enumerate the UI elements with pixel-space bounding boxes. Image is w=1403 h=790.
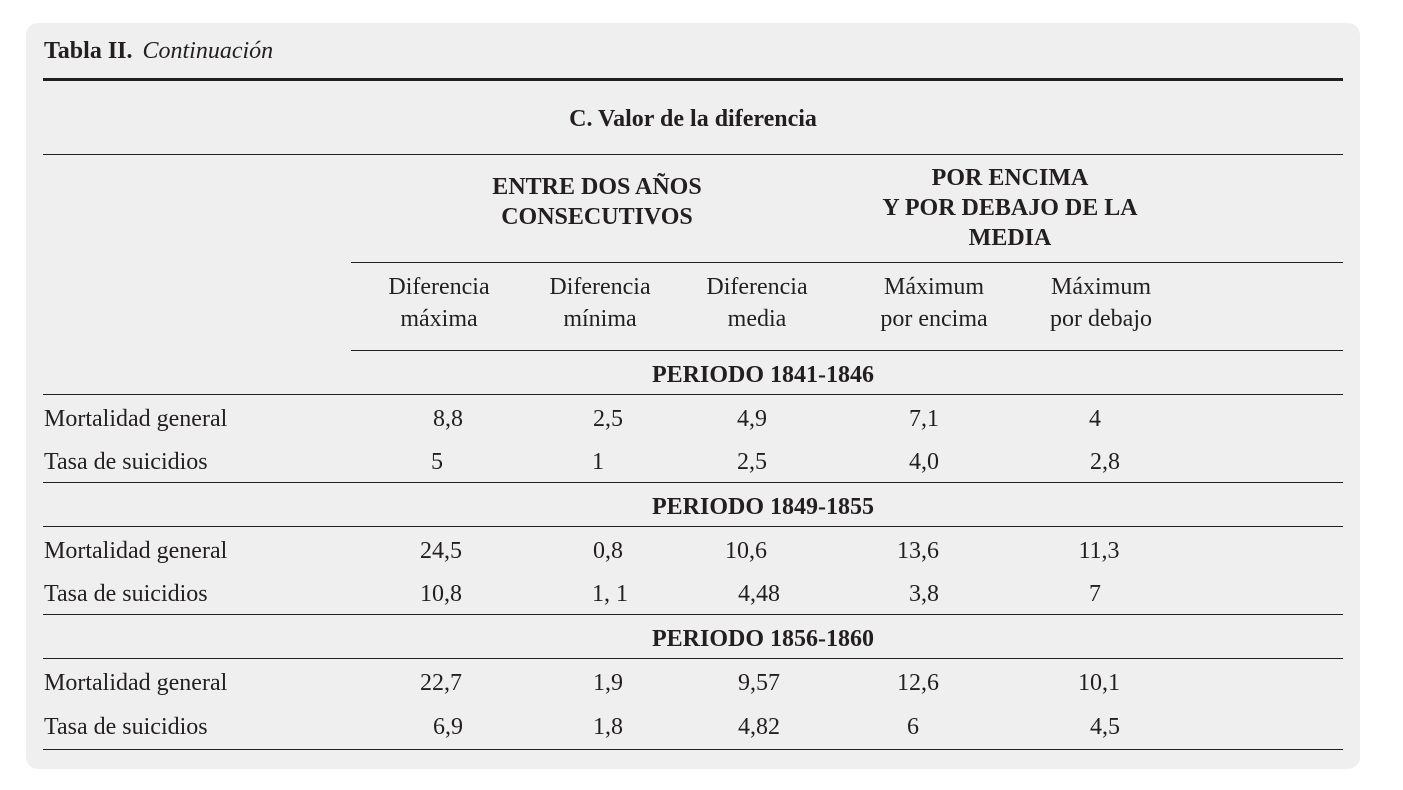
table-cell: 3,8 <box>909 581 939 607</box>
group-header-above-below: POR ENCIMA Y POR DEBAJO DE LA MEDIA <box>882 165 1138 251</box>
period-title: PERIODO 1849-1855 <box>652 494 874 520</box>
column-header-rule <box>351 350 1343 351</box>
table-cell: 9,57 <box>738 670 780 696</box>
row-label: Mortalidad general <box>44 406 228 432</box>
table-cell: 10,1 <box>1078 670 1120 696</box>
period-rule <box>43 482 1343 483</box>
group-rule <box>351 262 1343 263</box>
table-cell: 1 <box>592 449 604 475</box>
table-cell: 0,8 <box>593 538 623 564</box>
table-cell: 4 <box>1089 406 1101 432</box>
table-cell: 4,48 <box>738 581 780 607</box>
table-cell: 10,8 <box>420 581 462 607</box>
column-header-max-above: Máximum por encima <box>880 274 988 332</box>
period-rule <box>43 614 1343 615</box>
column-header-mean-diff: Diferencia media <box>706 274 808 332</box>
table-cell: 7,1 <box>909 406 939 432</box>
group-header-consecutive: ENTRE DOS AÑOS CONSECUTIVOS <box>492 174 702 230</box>
table-cell: 5 <box>431 449 443 475</box>
period-rule <box>43 394 1343 395</box>
table-cell: 6,9 <box>433 714 463 740</box>
column-header-min-diff: Diferencia mínima <box>549 274 651 332</box>
table-cell: 12,6 <box>897 670 939 696</box>
table-cell: 1, 1 <box>592 581 628 607</box>
table-cell: 2,5 <box>593 406 623 432</box>
table-cell: 22,7 <box>420 670 462 696</box>
row-label: Tasa de suicidios <box>44 714 208 740</box>
period-rule <box>43 526 1343 527</box>
table-cell: 4,5 <box>1090 714 1120 740</box>
period-title: PERIODO 1841-1846 <box>652 362 874 388</box>
top-rule <box>43 78 1343 81</box>
table-cell: 4,9 <box>737 406 767 432</box>
table-cell: 11,3 <box>1078 538 1120 564</box>
table-cell: 10,6 <box>725 538 767 564</box>
table-cell: 7 <box>1089 581 1101 607</box>
section-title: C. Valor de la diferencia <box>569 106 817 132</box>
row-label: Mortalidad general <box>44 670 228 696</box>
period-rule <box>43 658 1343 659</box>
row-label: Tasa de suicidios <box>44 449 208 475</box>
table-cell: 4,82 <box>738 714 780 740</box>
table-label: Tabla II. <box>44 38 133 64</box>
bottom-rule <box>43 749 1343 750</box>
table-caption <box>44 36 273 66</box>
table-cell: 6 <box>907 714 919 740</box>
row-label: Mortalidad general <box>44 538 228 564</box>
table-cell: 2,8 <box>1090 449 1120 475</box>
table-cell: 2,5 <box>737 449 767 475</box>
column-header-max-below: Máximum por debajo <box>1050 274 1152 332</box>
column-header-max-diff: Diferencia máxima <box>388 274 490 332</box>
table-cell: 1,9 <box>593 670 623 696</box>
table-cell: 8,8 <box>433 406 463 432</box>
period-title: PERIODO 1856-1860 <box>652 626 874 652</box>
table-cell: 1,8 <box>593 714 623 740</box>
table-cell: 24,5 <box>420 538 462 564</box>
section-rule <box>43 154 1343 155</box>
row-label: Tasa de suicidios <box>44 581 208 607</box>
table-continuation: Continuación <box>142 38 274 64</box>
table-cell: 4,0 <box>909 449 939 475</box>
table-cell: 13,6 <box>897 538 939 564</box>
